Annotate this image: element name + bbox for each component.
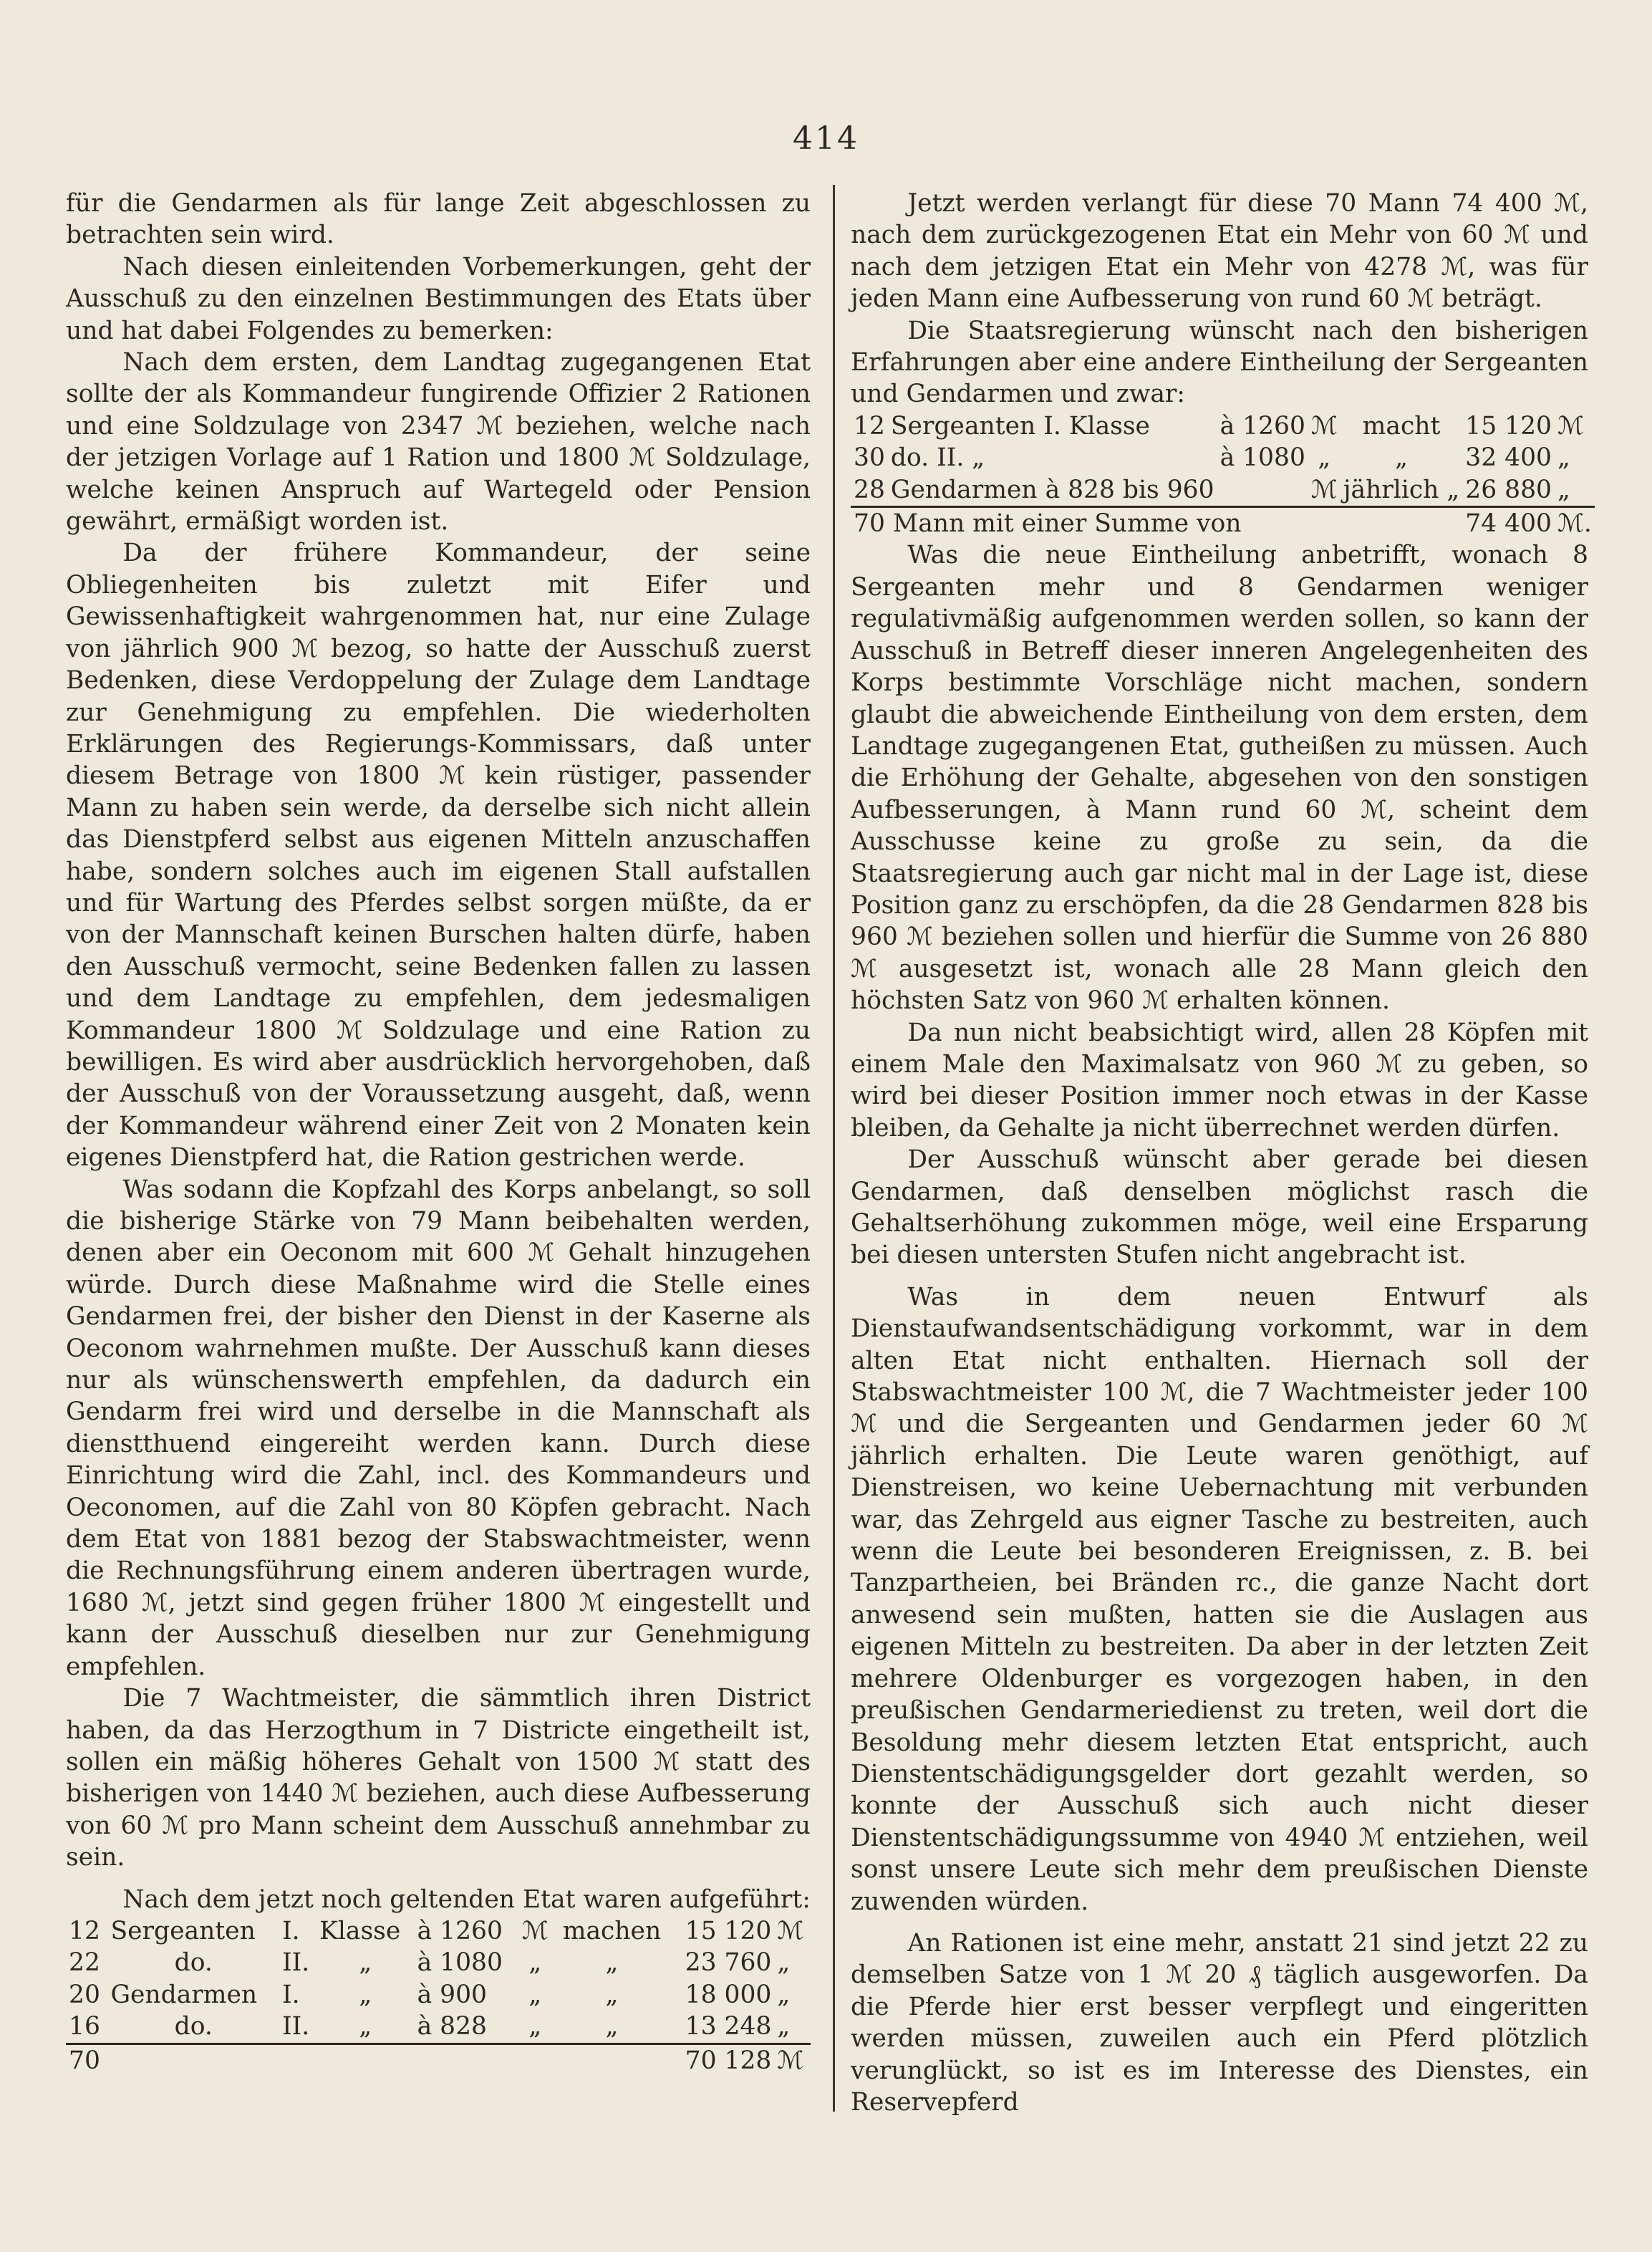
paragraph: Was die neue Eintheilung anbetrifft, wonach 8 Sergeanten mehr und 8 Gendarmen weniger regulativmäßig aufgenommen werden sollen, so kann der Ausschuß in Betreff dieser inneren Angelegenheiten des Korps bestimmte Vorschläge nicht machen, sondern glaubt die abweichende Eintheilung von dem ersten, dem Landtage zugegangenen Etat, gutheißen zu müssen. Auch die Erhöhung der Gehalte, abgesehen von den sonstigen Aufbesserungen, à Mann rund 60 ℳ, scheint dem Ausschusse keine zu große zu sein, da die Staatsregierung auch gar nicht mal in der Lage ist, diese Position ganz zu erschöpfen, da die 28 Gendarmen 828 bis 960 ℳ beziehen sollen und hierfür die Summe von 26 880 ℳ ausgesetzt ist, wonach alle 28 Mann gleich den höchsten Satz von 960 ℳ erhalten können. [851, 541, 1588, 1016]
table-cell: ℳ [1310, 411, 1338, 441]
table-cell: ℳ [1308, 474, 1341, 507]
table-cell: „ [517, 2011, 554, 2044]
table-cell: ℳ [1557, 411, 1584, 441]
total-sum: 74 400 [1465, 509, 1552, 539]
old-etat-table [66, 1915, 811, 2077]
table-cell: 16 [66, 2011, 107, 2044]
table-cell: 18 000 [685, 1980, 772, 2009]
table-cell: „ [1555, 474, 1595, 507]
total-unit: ℳ [777, 2046, 804, 2075]
table-cell: 13 248 [670, 2011, 774, 2044]
total-count: 70 [69, 2046, 100, 2075]
table-row [66, 2011, 811, 2044]
paragraph: Nach dem jetzt noch geltenden Etat waren aufgeführt: [122, 1885, 811, 1914]
table-cell: II. [279, 2011, 317, 2044]
column-divider [833, 185, 835, 2112]
table-cell: Sergeanten I. Klasse [890, 411, 1150, 441]
table-row [66, 1915, 811, 1947]
page-number: 414 [793, 120, 859, 157]
table-cell: „ [605, 1980, 619, 2009]
table-cell: „ [359, 1948, 372, 1978]
paragraph: Da der frühere Kommandeur, der seine Obliegenheiten bis zuletzt mit Eifer und Gewissenhaftigkeit wahrgenommen hat, nur eine Zulage von jährlich 900 ℳ bezog, so hatte der Ausschuß zuerst Bedenken, diese Verdoppelung der Zulage dem Landtage zur Genehmigung zu empfehlen. Die wiederholten Erklärungen des Regierungs-Kommissars, daß unter diesem Betrage von 1800 ℳ kein rüstiger, passender Mann zu haben sein werde, da derselbe sich nicht allein das Dienstpferd selbst aus eigenen Mitteln anzuschaffen habe, sondern solches auch im eigenen Stall aufstallen und für Wartung des Pferdes selbst sorgen müßte, da er von der Mannschaft keinen Burschen halten dürfe, haben den Ausschuß vermocht, seine Bedenken fallen zu lassen und dem Landtage zu empfehlen, dem jedesmaligen Kommandeur 1800 ℳ Soldzulage und eine Ration zu bewilligen. Es wird aber ausdrücklich hervorgehoben, daß der Ausschuß von der Voraussetzung ausgeht, daß, wenn der Kommandeur während einer Zeit von 2 Monaten kein eigenes Dienstpferd hat, die Ration gestrichen werde. [66, 539, 811, 1173]
new-etat-table [851, 410, 1595, 540]
table-cell: Gendarmen [110, 1980, 258, 2009]
right-column [851, 188, 1592, 2118]
paragraph: Nach diesen einleitenden Vorbemerkungen, geht der Ausschuß zu den einzelnen Bestimmungen des Etats über und hat dabei Folgendes zu bemerken: [66, 252, 811, 345]
table-cell: 12 [854, 411, 885, 441]
table-cell: 28 [851, 474, 888, 507]
paragraph: Was sodann die Kopfzahl des Korps anbelangt, so soll die bisherige Stärke von 79 Mann beibehalten werden, denen aber ein Oeconom mit 600 ℳ Gehalt hinzugehen würde. Durch diese Maßnahme wird die Stelle eines Gendarmen frei, der bisher den Dienst in der Kaserne als Oeconom wahrnehmen mußte. Der Ausschuß kann dieses nur als wünschenswerth empfehlen, da dadurch ein Gendarm frei wird und derselbe in die Mannschaft als dienstthuend eingereiht werden kann. Durch diese Einrichtung wird die Zahl, incl. des Kommandeurs und Oeconomen, auf die Zahl von 80 Köpfen gebracht. Nach dem Etat von 1881 bezog der Stabswachtmeister, wenn die Rechnungsführung einem anderen übertragen wurde, 1680 ℳ, jetzt sind gegen früher 1800 ℳ eingestellt und kann der Ausschuß dieselben nur zur Genehmigung empfehlen. [66, 1175, 811, 1681]
table-cell: „ [1557, 443, 1570, 473]
table-cell: „ [777, 1980, 791, 2009]
total-label: 70 Mann mit einer Summe von [854, 509, 1242, 539]
table-cell: ℳ [521, 1916, 549, 1945]
table-cell: I. [282, 1980, 300, 2009]
table-cell: „ [1318, 443, 1331, 473]
table-cell: „ [605, 1948, 619, 1978]
paragraph: Die Staatsregierung wünscht nach den bisherigen Erfahrungen aber eine andere Eintheilung der Sergeanten und Gendarmen und zwar: [851, 316, 1588, 409]
table-cell [1217, 474, 1308, 507]
paragraph: An Rationen ist eine mehr, anstatt 21 sind jetzt 22 zu demselben Satze von 1 ℳ 20 ₰ täglich ausgeworfen. Da die Pferde hier erst besser verpflegt und eingeritten werden müssen, zuweilen auch ein Pferd plötzlich verunglückt, so ist es im Interesse des Dienstes, ein Reservepferd [851, 1928, 1588, 2117]
table-cell: 22 [69, 1948, 100, 1978]
table-cell: „ [359, 1980, 372, 2009]
table-cell: Klasse [319, 1916, 401, 1945]
table-cell: do. [107, 2011, 279, 2044]
total-sum: 70 128 [685, 2046, 772, 2075]
table-cell: „ [528, 1948, 542, 1978]
table-row [66, 1947, 811, 1978]
table-cell: machen [562, 1916, 662, 1945]
left-column [66, 188, 811, 2077]
total-unit: ℳ. [1557, 509, 1592, 539]
table-cell: à 1260 [417, 1916, 503, 1945]
table-cell: à 900 [417, 1980, 487, 2009]
table-cell: 12 [69, 1916, 100, 1945]
paragraph: Der Ausschuß wünscht aber gerade bei diesen Gendarmen, daß denselben möglichst rasch die Gehaltserhöhung zukommen möge, weil eine Ersparung bei diesen untersten Stufen nicht angebracht ist. [851, 1145, 1588, 1270]
table-cell: ℳ [777, 1916, 804, 1945]
table-row [851, 410, 1595, 442]
table-cell: „ [1395, 443, 1408, 473]
table-cell: 20 [69, 1980, 100, 2009]
table-cell: do. [174, 1948, 213, 1978]
table-cell: do. II. „ [890, 443, 985, 473]
table-cell: Sergeanten [110, 1916, 256, 1945]
table-cell: à 1080 [1219, 443, 1305, 473]
paragraph: Jetzt werden verlangt für diese 70 Mann 74 400 ℳ, nach dem zurückgezogenen Etat ein Mehr von 60 ℳ und nach dem jetzigen Etat ein Mehr von 4278 ℳ, was für jeden Mann eine Aufbesserung von rund 60 ℳ beträgt. [851, 189, 1588, 314]
table-cell: à 1260 [1219, 411, 1305, 441]
table-cell: 26 880 [1462, 474, 1555, 507]
table-cell: „ [528, 1980, 542, 2009]
table-row [851, 442, 1595, 473]
table-cell: 32 400 [1465, 443, 1552, 473]
table-cell: Gendarmen à 828 bis 960 [888, 474, 1217, 507]
table-cell: 15 120 [1465, 411, 1552, 441]
table-cell: „ [774, 2011, 811, 2044]
table-cell: 23 760 [685, 1948, 772, 1978]
table-cell: „ [317, 2011, 415, 2044]
paragraph: Nach dem ersten, dem Landtag zugegangenen Etat sollte der als Kommandeur fungirende Offizier 2 Rationen und eine Soldzulage von 2347 ℳ beziehen, welche nach der jetzigen Vorlage auf 1 Ration und 1800 ℳ Soldzulage, welche keinen Anspruch auf Wartegeld oder Pension gewährt, ermäßigt worden ist. [66, 348, 811, 536]
table-cell: „ [554, 2011, 671, 2044]
table-cell: à 1080 [417, 1948, 503, 1978]
table-cell: II. [282, 1948, 310, 1978]
paragraph: Was in dem neuen Entwurf als Dienstaufwandsentschädigung vorkommt, war in dem alten Etat nicht enthalten. Hiernach soll der Stabswachtmeister 100 ℳ, die 7 Wachtmeister jeder 100 ℳ und die Sergeanten und Gendarmen jeder 60 ℳ jährlich erhalten. Die Leute waren genöthigt, auf Dienstreisen, wo keine Uebernachtung mit verbunden war, das Zehrgeld aus eigner Tasche zu bestreiten, auch wenn die Leute bei besonderen Ereignissen, z. B. bei Tanzpartheien, bei Bränden rc., die ganze Nacht dort anwesend sein mußten, hatten sie die Auslagen aus eigenen Mitteln zu bestreiten. Da aber in der letzten Zeit mehrere Oldenburger es vorgezogen haben, in den preußischen Gendarmeriedienst zu treten, weil dort die Besoldung mehr diesem letzten Etat entspricht, auch Dienstentschädigungsgelder dort gezahlt werden, so konnte der Ausschuß sich auch nicht dieser Dienstentschädigungssumme von 4940 ℳ entziehen, weil sonst unsere Leute sich mehr dem preußischen Dienste zuwenden würden. [851, 1282, 1588, 1916]
table-cell: I. [282, 1916, 300, 1945]
paragraph: für die Gendarmen als für lange Zeit abgeschlossen zu betrachten sein wird. [66, 189, 811, 250]
table-row [851, 474, 1595, 507]
table-total-row [851, 507, 1595, 540]
table-cell: jährlich „ [1341, 474, 1462, 507]
table-total-row [66, 2044, 811, 2077]
table-row [66, 1979, 811, 2011]
table-cell: 15 120 [685, 1916, 772, 1945]
table-cell: 30 [854, 443, 885, 473]
table-cell: macht [1362, 411, 1441, 441]
table-cell: „ [777, 1948, 791, 1978]
paragraph: Da nun nicht beabsichtigt wird, allen 28 Köpfen mit einem Male den Maximalsatz von 960 ℳ zu geben, so wird bei dieser Position immer noch etwas in der Kasse bleiben, da Gehalte ja nicht überrechnet werden dürfen. [851, 1018, 1588, 1142]
paragraph: Die 7 Wachtmeister, die sämmtlich ihren District haben, da das Herzogthum in 7 Districte eingetheilt ist, sollen ein mäßig höheres Gehalt von 1500 ℳ statt des bisherigen von 1440 ℳ beziehen, auch diese Aufbesserung von 60 ℳ pro Mann scheint dem Ausschuß annehmbar zu sein. [66, 1684, 811, 1872]
table-cell: à 828 [415, 2011, 517, 2044]
